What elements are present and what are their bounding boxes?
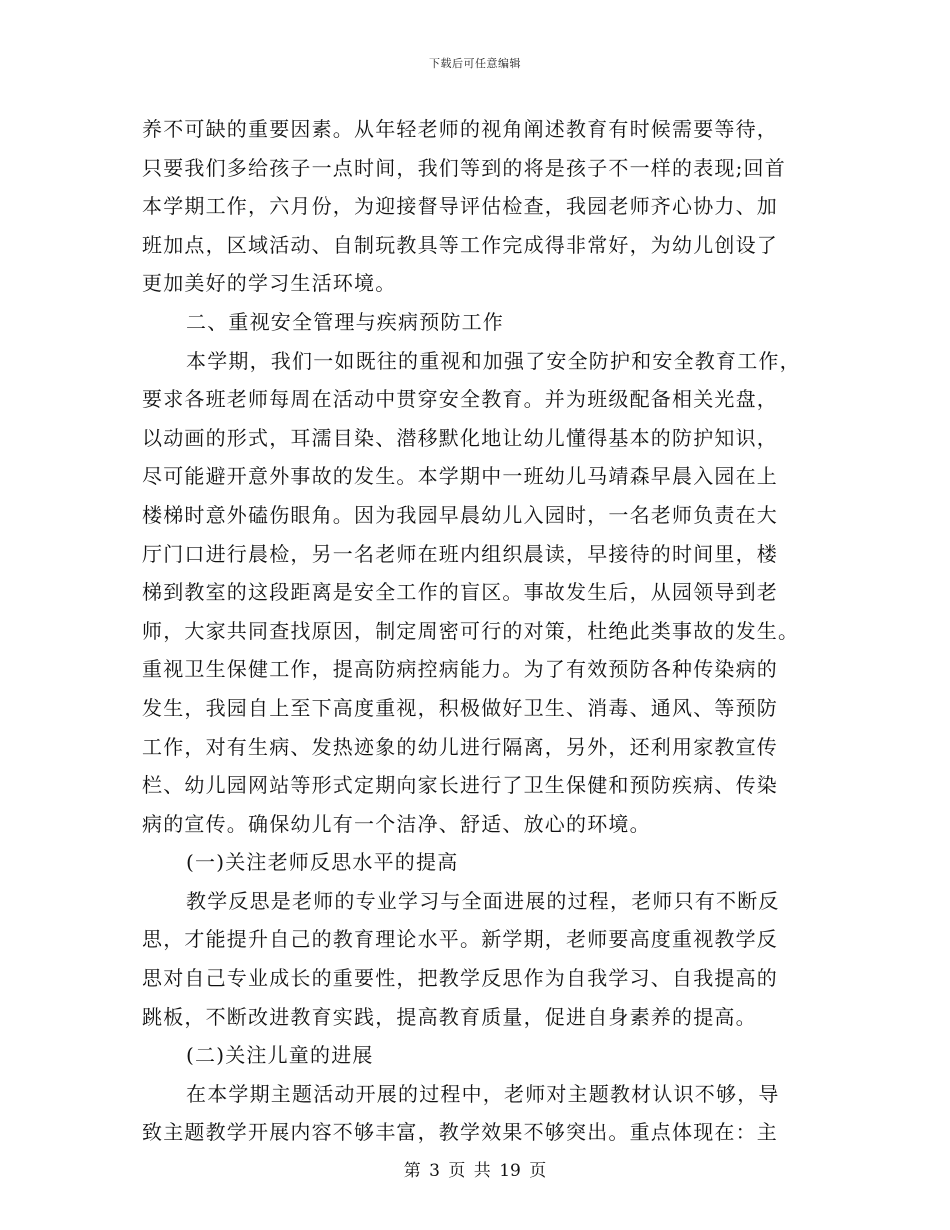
text-line: 要求各班老师每周在活动中贯穿安全教育。并为班级配备相关光盘，	[142, 387, 778, 412]
section-heading: 二、重视安全管理与疾病预防工作	[186, 309, 504, 334]
text-line: 尽可能避开意外事故的发生。本学期中一班幼儿马靖森早晨入园在上	[142, 464, 778, 489]
subsection-heading: (二)关注儿童的进展	[186, 1043, 374, 1068]
text-line: 本学期，我们一如既往的重视和加强了安全防护和安全教育工作，	[186, 348, 801, 373]
text-line: 楼梯时意外磕伤眼角。因为我园早晨幼儿入园时，一名老师负责在大	[142, 502, 778, 527]
text-line: 班加点，区域活动、自制玩教具等工作完成得非常好，为幼儿创设了	[142, 232, 778, 257]
text-line: 思对自己专业成长的重要性，把教学反思作为自我学习、自我提高的	[142, 966, 778, 991]
page-footer: 第 3 页 共 19 页	[403, 1161, 547, 1181]
page-header: 下载后可任意编辑	[429, 57, 521, 70]
text-line: 致主题教学开展内容不够丰富，教学效果不够突出。重点体现在：主	[142, 1120, 778, 1145]
text-line: 厅门口进行晨检，另一名老师在班内组织晨读，早接待的时间里，楼	[142, 541, 778, 566]
text-line: 养不可缺的重要因素。从年轻老师的视角阐述教育有时候需要等待，	[142, 117, 778, 141]
text-line: 栏、幼儿园网站等形式定期向家长进行了卫生保健和预防疾病、传染	[142, 773, 778, 798]
text-line: 以动画的形式，耳濡目染、潜移默化地让幼儿懂得基本的防护知识，	[142, 425, 778, 450]
text-line: 思，才能提升自己的教育理论水平。新学期，老师要高度重视教学反	[142, 927, 778, 952]
text-line: 工作，对有生病、发热迹象的幼儿进行隔离，另外，还利用家教宣传	[142, 734, 778, 759]
text-line: 师，大家共同查找原因，制定周密可行的对策，杜绝此类事故的发生。	[142, 618, 800, 643]
body-text	[142, 110, 802, 1152]
text-line: 重视卫生保健工作，提高防病控病能力。为了有效预防各种传染病的	[142, 657, 778, 682]
text-line: 教学反思是老师的专业学习与全面进展的过程，老师只有不断反	[186, 888, 780, 913]
text-line: 更加美好的学习生活环境。	[142, 271, 397, 296]
text-line: 本学期工作，六月份，为迎接督导评估检查，我园老师齐心协力、加	[142, 194, 778, 219]
text-line: 病的宣传。确保幼儿有一个洁净、舒适、放心的环境。	[142, 811, 651, 836]
text-line: 梯到教室的这段距离是安全工作的盲区。事故发生后，从园领导到老	[142, 580, 778, 605]
text-line: 只要我们多给孩子一点时间，我们等到的将是孩子不一样的表现;回首	[142, 155, 786, 180]
text-line: 发生，我园自上至下高度重视，积极做好卫生、消毒、通风、等预防	[142, 695, 778, 720]
text-line: 在本学期主题活动开展的过程中，老师对主题教材认识不够，导	[186, 1081, 780, 1106]
text-line: 跳板，不断改进教育实践，提高教育质量，促进自身素养的提高。	[142, 1004, 757, 1029]
subsection-heading: (一)关注老师反思水平的提高	[186, 850, 459, 875]
